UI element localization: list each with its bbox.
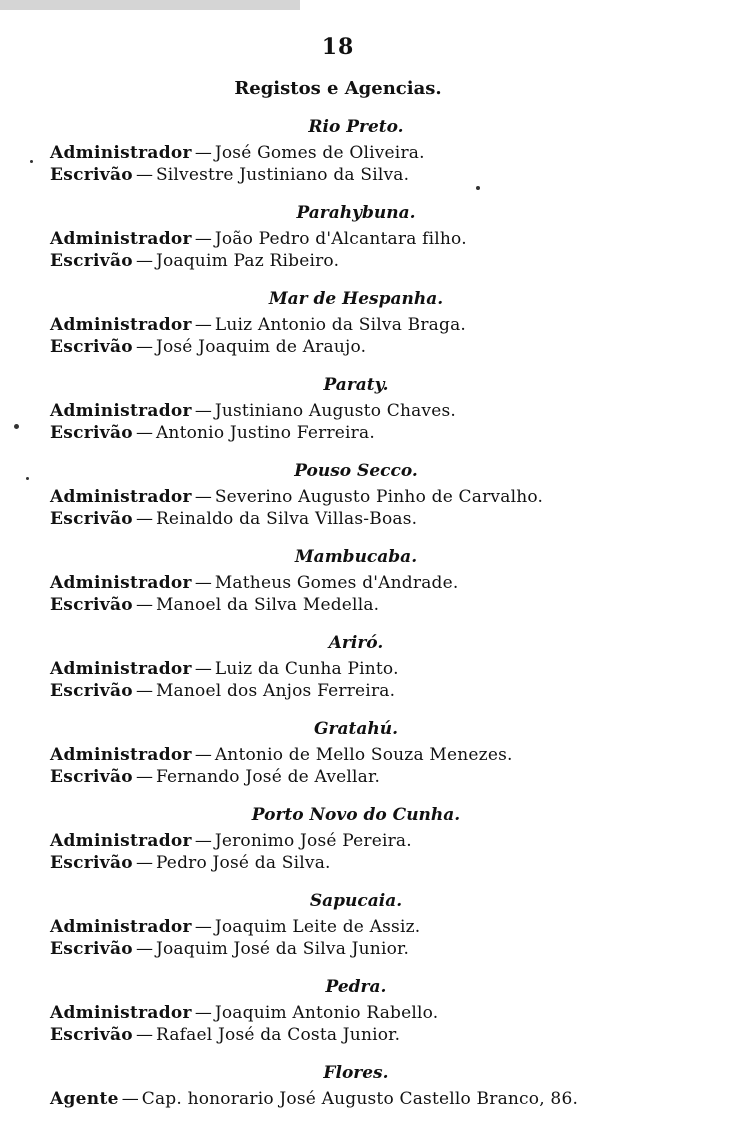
registry-entry [46, 680, 686, 702]
section-spacer [46, 616, 686, 628]
registry-entry [46, 830, 686, 852]
registry-list [46, 112, 686, 1122]
em-dash-separator: — [194, 659, 212, 679]
registry-entry [46, 250, 686, 272]
section-title: Pouso Secco. [294, 461, 418, 481]
entry-name: Joaquim José da Silva Junior. [155, 939, 410, 959]
section-title: Pedra. [325, 977, 387, 997]
em-dash-separator: — [135, 681, 153, 701]
entry-role: Escrivão [50, 853, 133, 873]
em-dash-separator: — [135, 165, 153, 185]
entry-role: Escrivão [50, 595, 133, 615]
em-dash-separator: — [194, 487, 212, 507]
entry-role: Administrador [50, 1003, 192, 1023]
em-dash-separator: — [194, 229, 212, 249]
em-dash-separator: — [121, 1089, 139, 1109]
entry-role: Administrador [50, 659, 192, 679]
registry-entry [46, 164, 686, 186]
entry-name: Reinaldo da Silva Villas-Boas. [155, 509, 418, 529]
section-spacer [46, 272, 686, 284]
em-dash-separator: — [135, 1025, 153, 1045]
section-spacer [46, 874, 686, 886]
section-spacer [46, 530, 686, 542]
registry-entry [46, 422, 686, 444]
entry-name: Joaquim Antonio Rabello. [214, 1003, 439, 1023]
registry-section [46, 112, 686, 198]
entry-name: José Gomes de Oliveira. [214, 143, 425, 163]
entry-role: Escrivão [50, 165, 133, 185]
entry-role: Administrador [50, 143, 192, 163]
page-number: 18 [321, 34, 355, 60]
em-dash-separator: — [135, 939, 153, 959]
entry-role: Administrador [50, 745, 192, 765]
registry-entry [46, 336, 686, 358]
registry-entry [46, 744, 686, 766]
section-title: Porto Novo do Cunha. [251, 805, 461, 825]
em-dash-separator: — [135, 251, 153, 271]
entry-role: Escrivão [50, 423, 133, 443]
entry-name: Severino Augusto Pinho de Carvalho. [214, 487, 544, 507]
registry-section [46, 1058, 686, 1122]
entry-role: Administrador [50, 229, 192, 249]
em-dash-separator: — [194, 143, 212, 163]
entry-name: Joaquim Leite de Assiz. [214, 917, 421, 937]
registry-entry [46, 486, 686, 508]
em-dash-separator: — [135, 337, 153, 357]
em-dash-separator: — [194, 573, 212, 593]
entry-role: Escrivão [50, 337, 133, 357]
section-spacer [46, 1110, 686, 1122]
registry-entry [46, 314, 686, 336]
registry-section [46, 370, 686, 456]
registry-section [46, 800, 686, 886]
entry-name: Rafael José da Costa Junior. [155, 1025, 401, 1045]
section-title: Gratahú. [314, 719, 398, 739]
ink-speck [476, 186, 480, 190]
entry-role: Administrador [50, 917, 192, 937]
entry-role: Administrador [50, 401, 192, 421]
entry-name: Joaquim Paz Ribeiro. [155, 251, 340, 271]
registry-entry [46, 1002, 686, 1024]
section-spacer [46, 788, 686, 800]
registry-section [46, 284, 686, 370]
registry-entry [46, 766, 686, 788]
entry-name: Luiz da Cunha Pinto. [214, 659, 399, 679]
section-title: Flores. [323, 1063, 389, 1083]
ink-speck [14, 424, 19, 429]
entry-role: Administrador [50, 831, 192, 851]
entry-name: Matheus Gomes d'Andrade. [214, 573, 459, 593]
entry-role: Escrivão [50, 767, 133, 787]
registry-entry [46, 228, 686, 250]
em-dash-separator: — [194, 831, 212, 851]
section-spacer [46, 960, 686, 972]
section-spacer [46, 358, 686, 370]
entry-role: Escrivão [50, 681, 133, 701]
em-dash-separator: — [194, 315, 212, 335]
entry-name: Antonio Justino Ferreira. [155, 423, 375, 443]
registry-entry [46, 572, 686, 594]
entry-role: Escrivão [50, 509, 133, 529]
section-title: Sapucaia. [309, 891, 403, 911]
registry-entry [46, 916, 686, 938]
entry-name: Fernando José de Avellar. [155, 767, 381, 787]
section-spacer [46, 444, 686, 456]
section-title: Mar de Hespanha. [268, 289, 444, 309]
registry-section [46, 456, 686, 542]
print-smudge [0, 0, 300, 10]
registry-entry [46, 142, 686, 164]
entry-role: Escrivão [50, 251, 133, 271]
entry-name: Cap. honorario José Augusto Castello Branco, 86. [141, 1089, 579, 1109]
section-title: Paraty. [323, 375, 389, 395]
registry-section [46, 714, 686, 800]
em-dash-separator: — [194, 917, 212, 937]
section-title: Rio Preto. [308, 117, 404, 137]
section-title: Mambucaba. [294, 547, 418, 567]
registry-section [46, 886, 686, 972]
section-spacer [46, 186, 686, 198]
section-title: Parahybuna. [296, 203, 416, 223]
registry-section [46, 972, 686, 1058]
entry-role: Administrador [50, 315, 192, 335]
registry-section [46, 542, 686, 628]
entry-name: Pedro José da Silva. [155, 853, 331, 873]
em-dash-separator: — [135, 509, 153, 529]
entry-role: Agente [50, 1089, 119, 1109]
em-dash-separator: — [135, 595, 153, 615]
registry-entry [46, 938, 686, 960]
ink-speck [26, 477, 29, 480]
entry-role: Administrador [50, 487, 192, 507]
section-spacer [46, 702, 686, 714]
em-dash-separator: — [135, 423, 153, 443]
registry-entry [46, 1088, 686, 1110]
em-dash-separator: — [194, 401, 212, 421]
em-dash-separator: — [135, 767, 153, 787]
registry-entry [46, 400, 686, 422]
registry-entry [46, 594, 686, 616]
entry-name: Silvestre Justiniano da Silva. [155, 165, 410, 185]
entry-name: José Joaquim de Araujo. [155, 337, 367, 357]
em-dash-separator: — [135, 853, 153, 873]
entry-name: Justiniano Augusto Chaves. [214, 401, 457, 421]
entry-name: Manoel dos Anjos Ferreira. [155, 681, 396, 701]
registry-entry [46, 508, 686, 530]
entry-name: Manoel da Silva Medella. [155, 595, 380, 615]
entry-name: Jeronimo José Pereira. [214, 831, 412, 851]
entry-name: Antonio de Mello Souza Menezes. [214, 745, 513, 765]
entry-name: João Pedro d'Alcantara filho. [214, 229, 467, 249]
entry-role: Escrivão [50, 1025, 133, 1045]
entry-name: Luiz Antonio da Silva Braga. [214, 315, 467, 335]
registry-section [46, 628, 686, 714]
section-spacer [46, 1046, 686, 1058]
section-title: Ariró. [328, 633, 384, 653]
registry-entry [46, 852, 686, 874]
page-title: Registos e Agencias. [234, 78, 442, 99]
entry-role: Administrador [50, 573, 192, 593]
entry-role: Escrivão [50, 939, 133, 959]
registry-entry [46, 1024, 686, 1046]
em-dash-separator: — [194, 1003, 212, 1023]
ink-speck [30, 160, 33, 163]
em-dash-separator: — [194, 745, 212, 765]
registry-section [46, 198, 686, 284]
registry-entry [46, 658, 686, 680]
